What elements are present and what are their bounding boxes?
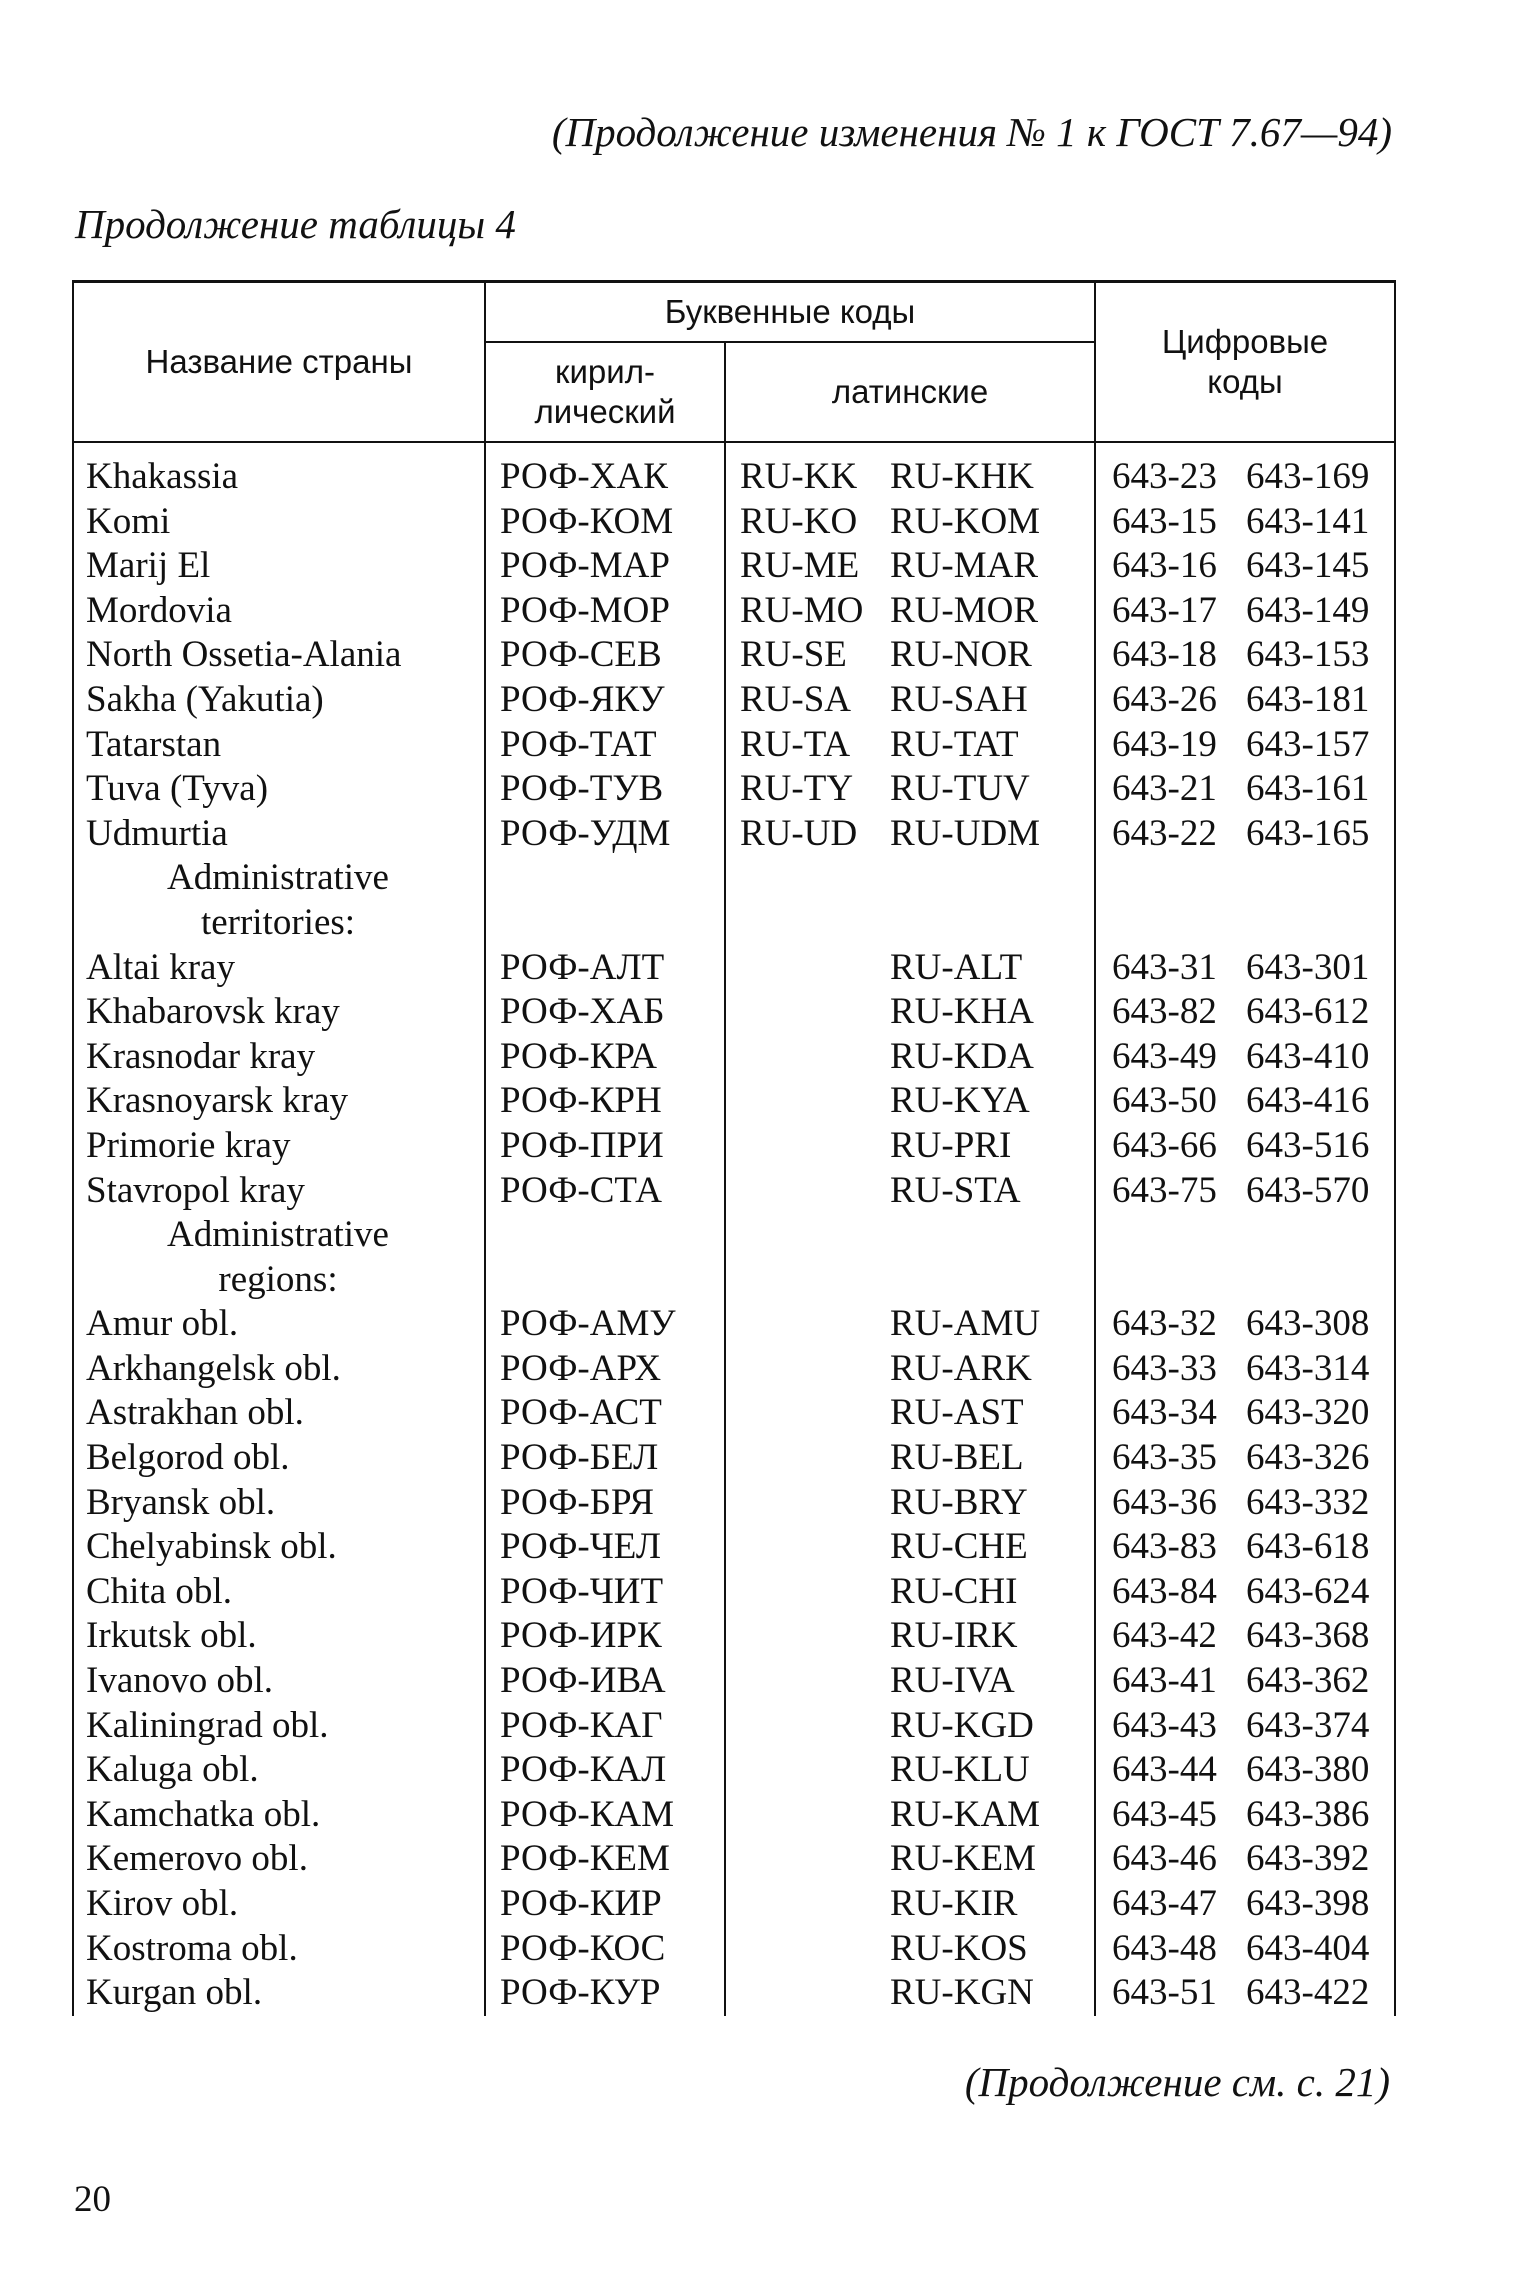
cyrillic-code: РОФ-ТАТ [485, 723, 725, 768]
numeric-code-short: 643-43 [1112, 1704, 1217, 1746]
latin-codes-cell [725, 442, 1095, 500]
latin-code-short: RU-KO [740, 500, 858, 542]
table-caption: Продолжение таблицы 4 [75, 201, 516, 247]
numeric-codes-cell [1095, 544, 1395, 589]
numeric-code-short: 643-41 [1112, 1660, 1217, 1702]
latin-code-long: RU-CHI [890, 1570, 1018, 1612]
numeric-code-long: 643-165 [1246, 812, 1370, 854]
numeric-codes-cell [1095, 1525, 1395, 1570]
table-row [73, 1302, 1395, 1347]
latin-code-long: RU-MAR [890, 545, 1039, 587]
table-row [73, 990, 1395, 1035]
continuation-note-footer: (Продолжение см. с. 21) [964, 2059, 1390, 2105]
latin-codes-cell [725, 1570, 1095, 1615]
cyrillic-code: РОФ-КОС [485, 1927, 725, 1972]
empty-cell [725, 901, 1095, 946]
latin-code-long: RU-NOR [890, 634, 1032, 676]
empty-cell [1095, 1213, 1395, 1258]
cyrillic-code: РОФ-КИР [485, 1882, 725, 1927]
table-row [73, 1436, 1395, 1481]
latin-code-long: RU-MOR [890, 589, 1039, 631]
empty-cell [725, 1213, 1095, 1258]
latin-code-long: RU-KEM [890, 1838, 1036, 1880]
latin-codes-cell [725, 1614, 1095, 1659]
numeric-code-long: 643-314 [1246, 1347, 1370, 1389]
continuation-note-header: (Продолжение изменения № 1 к ГОСТ 7.67—94) [551, 109, 1392, 155]
latin-codes-cell [725, 1882, 1095, 1927]
country-name: Kaluga obl. [73, 1748, 485, 1793]
latin-codes-cell [725, 1837, 1095, 1882]
latin-code-long: RU-BRY [890, 1481, 1028, 1523]
numeric-code-short: 643-50 [1112, 1080, 1217, 1122]
latin-code-long: RU-IVA [890, 1660, 1015, 1702]
latin-code-short: RU-SA [740, 678, 852, 720]
country-name: Ivanovo obl. [73, 1659, 485, 1704]
latin-code-long: RU-KAM [890, 1793, 1041, 1835]
numeric-code-long: 643-141 [1246, 500, 1370, 542]
numeric-codes-cell [1095, 767, 1395, 812]
cyrillic-code: РОФ-КУР [485, 1971, 725, 2016]
numeric-codes-cell [1095, 500, 1395, 545]
numeric-code-long: 643-157 [1246, 723, 1370, 765]
numeric-code-short: 643-44 [1112, 1749, 1217, 1791]
country-name: Krasnodar kray [73, 1035, 485, 1080]
latin-code-long: RU-PRI [890, 1124, 1012, 1166]
column-header-country: Название страны [73, 282, 485, 443]
table-row [73, 1882, 1395, 1927]
empty-cell [725, 1258, 1095, 1303]
country-name: Kirov obl. [73, 1882, 485, 1927]
column-header-numeric-codes [1095, 282, 1395, 443]
numeric-code-long: 643-398 [1246, 1883, 1370, 1924]
numeric-header-line-1: Цифровые [1161, 322, 1329, 360]
latin-codes-cell [725, 633, 1095, 678]
cyrillic-code: РОФ-ЧИТ [485, 1570, 725, 1615]
page-number: 20 [74, 2179, 111, 2220]
empty-cell [1095, 856, 1395, 901]
numeric-code-short: 643-18 [1112, 634, 1217, 676]
empty-cell [485, 1258, 725, 1303]
cyrillic-code: РОФ-КОМ [485, 500, 725, 545]
country-name: Altai kray [73, 946, 485, 991]
cyrillic-code: РОФ-ИРК [485, 1614, 725, 1659]
country-name: Arkhangelsk obl. [73, 1347, 485, 1392]
table-row [73, 1124, 1395, 1169]
latin-codes-cell [725, 767, 1095, 812]
table-row [73, 1481, 1395, 1526]
section-heading-line-1: Administrative [73, 856, 485, 901]
numeric-code-short: 643-82 [1112, 991, 1217, 1033]
table-row [73, 500, 1395, 545]
latin-code-long: RU-KHK [890, 456, 1034, 497]
latin-code-long: RU-ALT [890, 946, 1023, 988]
numeric-header-line-2: коды [1207, 363, 1283, 400]
country-name: Khabarovsk kray [73, 990, 485, 1035]
cyrillic-code: РОФ-КРА [485, 1035, 725, 1080]
numeric-codes-cell [1095, 1124, 1395, 1169]
country-name: Kamchatka obl. [73, 1793, 485, 1838]
cyrillic-code: РОФ-МОР [485, 589, 725, 634]
table-row [73, 1391, 1395, 1436]
numeric-codes-cell [1095, 1882, 1395, 1927]
cyrillic-code: РОФ-АРХ [485, 1347, 725, 1392]
numeric-code-short: 643-51 [1112, 1972, 1217, 2014]
cyrillic-code: РОФ-КАМ [485, 1793, 725, 1838]
latin-codes-cell [725, 678, 1095, 723]
table-row [73, 767, 1395, 812]
latin-code-long: RU-KOS [890, 1927, 1028, 1969]
country-name: Stavropol kray [73, 1169, 485, 1214]
section-heading-line-2: territories: [73, 901, 485, 946]
country-name: Bryansk obl. [73, 1481, 485, 1526]
country-name: Kostroma obl. [73, 1927, 485, 1972]
column-header-cyrillic [485, 342, 725, 442]
table-row [73, 1704, 1395, 1749]
numeric-code-long: 643-326 [1246, 1437, 1370, 1479]
country-name: Chita obl. [73, 1570, 485, 1615]
latin-code-short: RU-KK [740, 456, 858, 497]
numeric-code-long: 643-368 [1246, 1615, 1370, 1657]
numeric-codes-cell [1095, 1614, 1395, 1659]
table-row [73, 1035, 1395, 1080]
country-name: Kurgan obl. [73, 1971, 485, 2016]
latin-code-long: RU-KDA [890, 1035, 1034, 1077]
latin-codes-cell [725, 1079, 1095, 1124]
numeric-code-long: 643-145 [1246, 545, 1370, 587]
numeric-code-long: 643-618 [1246, 1526, 1370, 1568]
numeric-codes-cell [1095, 1302, 1395, 1347]
section-heading-line-1: Administrative [73, 1213, 485, 1258]
numeric-codes-cell [1095, 442, 1395, 500]
latin-codes-cell [725, 990, 1095, 1035]
numeric-code-short: 643-45 [1112, 1793, 1217, 1835]
table-row [73, 812, 1395, 857]
numeric-code-short: 643-31 [1112, 946, 1217, 988]
table-row [73, 1614, 1395, 1659]
cyrillic-code: РОФ-КЕМ [485, 1837, 725, 1882]
latin-code-long: RU-KOM [890, 500, 1041, 542]
country-name: Krasnoyarsk kray [73, 1079, 485, 1124]
numeric-code-short: 643-34 [1112, 1392, 1217, 1434]
cyrillic-code: РОФ-БЕЛ [485, 1436, 725, 1481]
table-row [73, 633, 1395, 678]
country-name: Amur obl. [73, 1302, 485, 1347]
latin-codes-cell [725, 1748, 1095, 1793]
table-section-heading [73, 1258, 1395, 1303]
numeric-code-short: 643-66 [1112, 1124, 1217, 1166]
latin-codes-cell [725, 1971, 1095, 2016]
numeric-code-short: 643-33 [1112, 1347, 1217, 1389]
table-row [73, 589, 1395, 634]
table-row [73, 723, 1395, 768]
table-header [73, 282, 1395, 443]
table-row [73, 1525, 1395, 1570]
cyrillic-code: РОФ-ХАК [485, 442, 725, 500]
table-row [73, 1169, 1395, 1214]
numeric-code-short: 643-26 [1112, 678, 1217, 720]
numeric-code-short: 643-46 [1112, 1838, 1217, 1880]
latin-code-short: RU-UD [740, 812, 858, 854]
numeric-code-short: 643-35 [1112, 1437, 1217, 1479]
numeric-codes-cell [1095, 1837, 1395, 1882]
cyrillic-code: РОФ-ЯКУ [485, 678, 725, 723]
table-row [73, 544, 1395, 589]
numeric-code-long: 643-320 [1246, 1392, 1370, 1434]
latin-code-long: RU-AST [890, 1392, 1024, 1434]
latin-code-long: RU-KHA [890, 991, 1034, 1033]
latin-code-long: RU-STA [890, 1169, 1021, 1211]
cyrillic-code: РОФ-ПРИ [485, 1124, 725, 1169]
numeric-code-long: 643-374 [1246, 1704, 1370, 1746]
section-heading-line-2: regions: [73, 1258, 485, 1303]
numeric-code-long: 643-362 [1246, 1660, 1370, 1702]
latin-code-long: RU-AMU [890, 1303, 1041, 1345]
country-codes-table [72, 280, 1396, 2016]
table-row [73, 678, 1395, 723]
country-name: Kaliningrad obl. [73, 1704, 485, 1749]
numeric-code-short: 643-23 [1112, 456, 1217, 497]
cyrillic-code: РОФ-ЧЕЛ [485, 1525, 725, 1570]
latin-codes-cell [725, 1035, 1095, 1080]
latin-codes-cell [725, 723, 1095, 768]
column-header-latin: латинские [725, 342, 1095, 442]
latin-codes-cell [725, 1347, 1095, 1392]
cyrillic-code: РОФ-КАГ [485, 1704, 725, 1749]
numeric-codes-cell [1095, 1169, 1395, 1214]
numeric-code-long: 643-169 [1246, 456, 1370, 497]
table-row [73, 1927, 1395, 1972]
numeric-codes-cell [1095, 946, 1395, 991]
latin-code-long: RU-UDM [890, 812, 1041, 854]
country-name: Primorie kray [73, 1124, 485, 1169]
country-name: Mordovia [73, 589, 485, 634]
country-name: North Ossetia-Alania [73, 633, 485, 678]
numeric-codes-cell [1095, 1570, 1395, 1615]
cyrillic-code: РОФ-ИВА [485, 1659, 725, 1704]
numeric-codes-cell [1095, 589, 1395, 634]
empty-cell [485, 856, 725, 901]
table-row [73, 1748, 1395, 1793]
latin-codes-cell [725, 544, 1095, 589]
table-section-heading [73, 901, 1395, 946]
latin-code-long: RU-TUV [890, 768, 1030, 810]
table-section-heading [73, 1213, 1395, 1258]
latin-codes-cell [725, 500, 1095, 545]
latin-code-long: RU-KLU [890, 1749, 1030, 1791]
cyrillic-code: РОФ-КАЛ [485, 1748, 725, 1793]
latin-codes-cell [725, 1481, 1095, 1526]
numeric-code-short: 643-47 [1112, 1883, 1217, 1924]
numeric-code-short: 643-49 [1112, 1035, 1217, 1077]
numeric-code-short: 643-19 [1112, 723, 1217, 765]
latin-codes-cell [725, 1391, 1095, 1436]
numeric-code-short: 643-84 [1112, 1570, 1217, 1612]
numeric-code-short: 643-48 [1112, 1927, 1217, 1969]
numeric-code-long: 643-422 [1246, 1972, 1370, 2014]
latin-codes-cell [725, 1436, 1095, 1481]
table-section-heading [73, 856, 1395, 901]
numeric-code-long: 643-380 [1246, 1749, 1370, 1791]
cyrillic-code: РОФ-АЛТ [485, 946, 725, 991]
latin-code-short: RU-TY [740, 768, 854, 810]
latin-code-long: RU-KIR [890, 1883, 1018, 1924]
numeric-codes-cell [1095, 990, 1395, 1035]
country-name: Khakassia [73, 442, 485, 500]
numeric-codes-cell [1095, 633, 1395, 678]
latin-codes-cell [725, 1793, 1095, 1838]
latin-code-long: RU-KGN [890, 1972, 1034, 2014]
country-name: Tatarstan [73, 723, 485, 768]
numeric-codes-cell [1095, 1481, 1395, 1526]
numeric-code-short: 643-22 [1112, 812, 1217, 854]
cyrillic-code: РОФ-КРН [485, 1079, 725, 1124]
country-name: Chelyabinsk obl. [73, 1525, 485, 1570]
country-name: Belgorod obl. [73, 1436, 485, 1481]
table-body [73, 442, 1395, 2016]
numeric-codes-cell [1095, 1079, 1395, 1124]
numeric-code-long: 643-392 [1246, 1838, 1370, 1880]
numeric-code-long: 643-516 [1246, 1124, 1370, 1166]
numeric-code-long: 643-570 [1246, 1169, 1370, 1211]
latin-code-long: RU-SAH [890, 678, 1028, 720]
numeric-code-long: 643-308 [1246, 1303, 1370, 1345]
latin-codes-cell [725, 1124, 1095, 1169]
country-name: Irkutsk obl. [73, 1614, 485, 1659]
numeric-codes-cell [1095, 1927, 1395, 1972]
cyrillic-code: РОФ-СЕВ [485, 633, 725, 678]
empty-cell [485, 1213, 725, 1258]
numeric-codes-cell [1095, 1704, 1395, 1749]
numeric-code-long: 643-181 [1246, 678, 1370, 720]
empty-cell [1095, 901, 1395, 946]
table-row [73, 1570, 1395, 1615]
latin-code-long: RU-BEL [890, 1437, 1024, 1479]
table-row [73, 1079, 1395, 1124]
numeric-code-long: 643-149 [1246, 589, 1370, 631]
numeric-code-short: 643-16 [1112, 545, 1217, 587]
column-header-letter-codes: Буквенные коды [485, 282, 1095, 343]
numeric-code-long: 643-153 [1246, 634, 1370, 676]
latin-code-short: RU-MO [740, 589, 864, 631]
numeric-codes-cell [1095, 1035, 1395, 1080]
table-row [73, 1837, 1395, 1882]
cyrillic-code: РОФ-ТУВ [485, 767, 725, 812]
numeric-code-short: 643-42 [1112, 1615, 1217, 1657]
country-name: Tuva (Tyva) [73, 767, 485, 812]
cyrillic-code: РОФ-АСТ [485, 1391, 725, 1436]
numeric-code-short: 643-17 [1112, 589, 1217, 631]
latin-codes-cell [725, 589, 1095, 634]
cyrillic-code: РОФ-УДМ [485, 812, 725, 857]
country-name: Udmurtia [73, 812, 485, 857]
table-row [73, 1971, 1395, 2016]
country-name: Astrakhan obl. [73, 1391, 485, 1436]
numeric-codes-cell [1095, 1971, 1395, 2016]
latin-codes-cell [725, 1169, 1095, 1214]
latin-code-long: RU-KGD [890, 1704, 1034, 1746]
cyrillic-header-line-2: лический [534, 393, 676, 430]
cyrillic-code: РОФ-АМУ [485, 1302, 725, 1347]
table-row [73, 1347, 1395, 1392]
country-name: Sakha (Yakutia) [73, 678, 485, 723]
latin-code-short: RU-TA [740, 723, 851, 765]
latin-codes-cell [725, 812, 1095, 857]
numeric-code-long: 643-410 [1246, 1035, 1370, 1077]
numeric-code-short: 643-75 [1112, 1169, 1217, 1211]
latin-code-short: RU-ME [740, 545, 860, 587]
latin-codes-cell [725, 1704, 1095, 1749]
numeric-code-short: 643-21 [1112, 768, 1217, 810]
table-row [73, 1659, 1395, 1704]
latin-codes-cell [725, 1302, 1095, 1347]
numeric-code-short: 643-15 [1112, 500, 1217, 542]
numeric-codes-cell [1095, 1436, 1395, 1481]
numeric-codes-cell [1095, 678, 1395, 723]
table-row [73, 442, 1395, 500]
latin-code-long: RU-CHE [890, 1526, 1028, 1568]
numeric-code-long: 643-386 [1246, 1793, 1370, 1835]
country-name: Komi [73, 500, 485, 545]
numeric-codes-cell [1095, 1347, 1395, 1392]
cyrillic-header-line-1: кирил- [555, 352, 655, 390]
cyrillic-code: РОФ-МАР [485, 544, 725, 589]
latin-code-long: RU-IRK [890, 1615, 1018, 1657]
latin-codes-cell [725, 1525, 1095, 1570]
empty-cell [485, 901, 725, 946]
numeric-code-long: 643-404 [1246, 1927, 1370, 1969]
numeric-codes-cell [1095, 1748, 1395, 1793]
latin-codes-cell [725, 1927, 1095, 1972]
cyrillic-code: РОФ-БРЯ [485, 1481, 725, 1526]
numeric-codes-cell [1095, 1391, 1395, 1436]
numeric-codes-cell [1095, 812, 1395, 857]
latin-codes-cell [725, 946, 1095, 991]
latin-code-long: RU-ARK [890, 1347, 1032, 1389]
numeric-code-long: 643-301 [1246, 946, 1370, 988]
cyrillic-code: РОФ-ХАБ [485, 990, 725, 1035]
latin-code-long: RU-KYA [890, 1080, 1030, 1122]
numeric-code-short: 643-32 [1112, 1303, 1217, 1345]
latin-code-long: RU-TAT [890, 723, 1019, 765]
numeric-code-long: 643-161 [1246, 768, 1370, 810]
numeric-code-long: 643-332 [1246, 1481, 1370, 1523]
numeric-code-short: 643-83 [1112, 1526, 1217, 1568]
empty-cell [1095, 1258, 1395, 1303]
numeric-codes-cell [1095, 1793, 1395, 1838]
country-name: Marij El [73, 544, 485, 589]
latin-code-short: RU-SE [740, 634, 847, 676]
empty-cell [725, 856, 1095, 901]
numeric-codes-cell [1095, 1659, 1395, 1704]
numeric-code-long: 643-624 [1246, 1570, 1370, 1612]
table-row [73, 946, 1395, 991]
numeric-code-short: 643-36 [1112, 1481, 1217, 1523]
country-name: Kemerovo obl. [73, 1837, 485, 1882]
cyrillic-code: РОФ-СТА [485, 1169, 725, 1214]
numeric-codes-cell [1095, 723, 1395, 768]
table-row [73, 1793, 1395, 1838]
numeric-code-long: 643-416 [1246, 1080, 1370, 1122]
numeric-code-long: 643-612 [1246, 991, 1370, 1033]
latin-codes-cell [725, 1659, 1095, 1704]
